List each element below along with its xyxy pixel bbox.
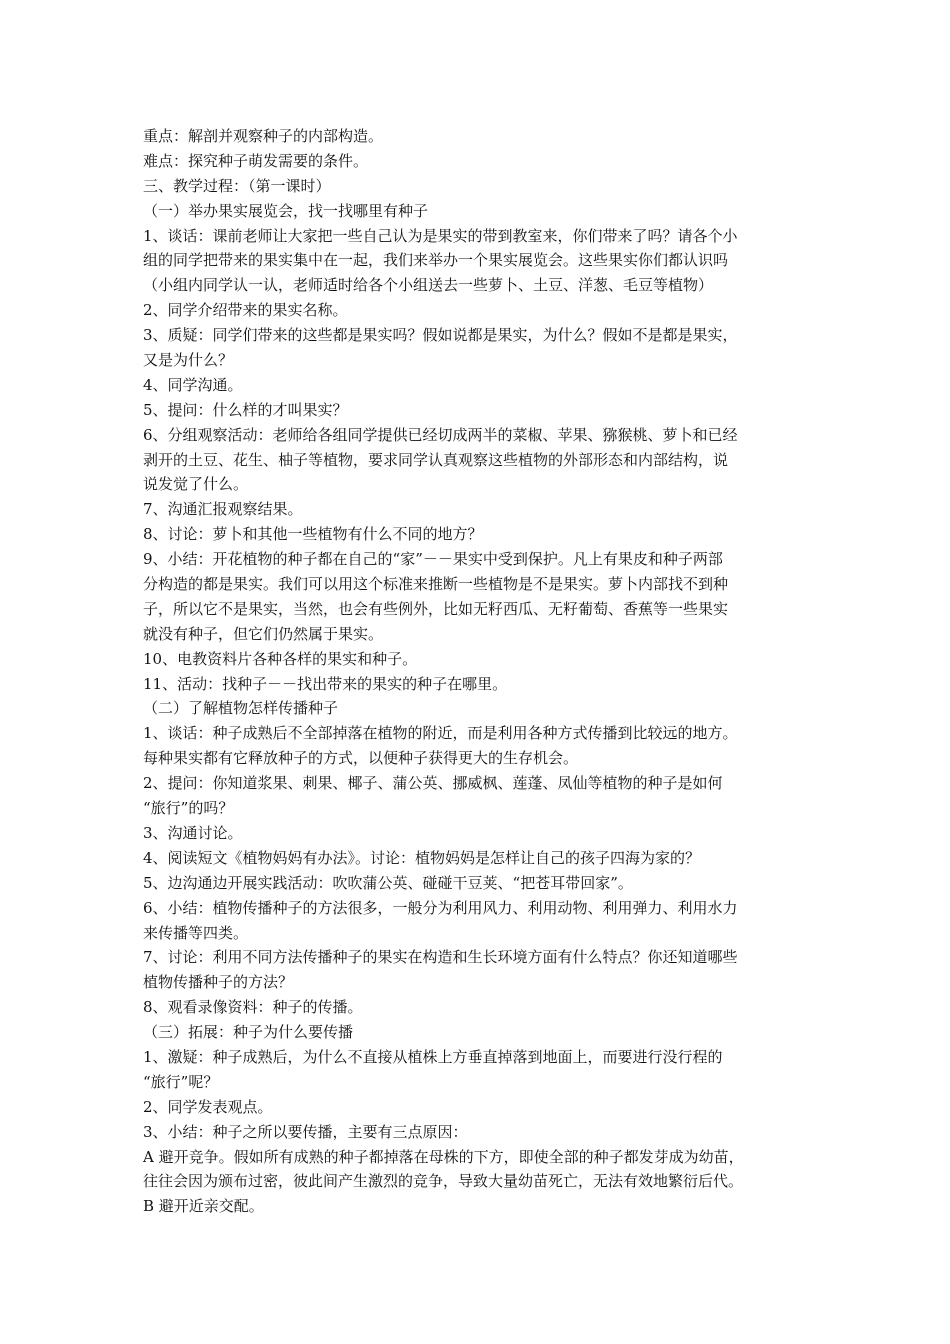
text-line: 2、同学发表观点。 — [143, 1097, 273, 1116]
text-line: 分构造的都是果实。我们可以用这个标准来推断一些植物是不是果实。萝卜内部找不到种 — [143, 575, 729, 594]
text-line: 重点：解剖并观察种子的内部构造。 — [143, 127, 384, 145]
text-line: 1、谈话：种子成熟后不全部掉落在植物的附近，而是利用各种方式传播到比较远的地方。 — [143, 724, 738, 743]
text-line: 7、沟通汇报观察结果。 — [143, 500, 303, 519]
text-line: 8、观看录像资料：种子的传播。 — [143, 998, 363, 1017]
text-line: 3、质疑：同学们带来的这些都是果实吗？假如说都是果实，为什么？假如不是都是果实， — [143, 326, 738, 345]
text-line: 2、同学介绍带来的果实名称。 — [143, 301, 348, 320]
text-line: A 避开竞争。假如所有成熟的种子都掉落在母株的下方，即使全部的种子都发芽成为幼苗， — [143, 1147, 744, 1166]
text-line: 难点：探究种子萌发需要的条件。 — [143, 151, 369, 170]
text-line: （小组内同学认一认，老师适时给各个小组送去一些萝卜、土豆、洋葱、毛豆等植物） — [143, 276, 714, 295]
text-line: 6、小结：植物传播种子的方法很多，一般分为利用风力、利用动物、利用弹力、利用水力 — [143, 898, 738, 917]
text-line: 剥开的土豆、花生、柚子等植物，要求同学认真观察这些植物的外部形态和内部结构，说 — [143, 450, 729, 469]
text-line: 每种果实都有它释放种子的方式，以便种子获得更大的生存机会。 — [143, 749, 579, 768]
text-line: 10、电教资料片各种各样的果实和种子。 — [143, 649, 418, 668]
text-line: 说发觉了什么。 — [143, 475, 249, 494]
text-line: 植物传播种子的方法？ — [143, 973, 294, 992]
text-line: （一）举办果实展览会，找一找哪里有种子 — [143, 201, 429, 220]
text-line: 就没有种子，但它们仍然属于果实。 — [143, 624, 384, 643]
text-line: 5、提问：什么样的才叫果实？ — [143, 400, 348, 419]
text-line: 7、讨论：利用不同方法传播种子的果实在构造和生长环境方面有什么特点？你还知道哪些 — [143, 948, 738, 967]
document-body — [143, 124, 823, 1219]
text-line: 组的同学把带来的果实集中在一起，我们来举办一个果实展览会。这些果实你们都认识吗 — [143, 251, 729, 270]
text-line: 2、提问：你知道浆果、刺果、椰子、蒲公英、挪威枫、莲蓬、凤仙等植物的种子是如何 — [143, 774, 723, 793]
text-line: 8、讨论：萝卜和其他一些植物有什么不同的地方？ — [143, 525, 483, 544]
text-line: “旅行”呢？ — [143, 1072, 219, 1091]
text-line: 4、同学沟通。 — [143, 375, 243, 394]
text-line: 来传播等四类。 — [143, 923, 249, 942]
text-line: 1、激疑：种子成熟后，为什么不直接从植株上方垂直掉落到地面上，而要进行没行程的 — [143, 1047, 723, 1066]
text-line: 子，所以它不是果实，当然，也会有些例外，比如无籽西瓜、无籽葡萄、香蕉等一些果实 — [143, 599, 729, 618]
text-line: 3、沟通讨论。 — [143, 823, 243, 842]
text-line: “旅行”的吗？ — [143, 799, 234, 818]
text-line: B 避开近亲交配。 — [143, 1197, 264, 1216]
text-line: 4、阅读短文《植物妈妈有办法》。讨论：植物妈妈是怎样让自己的孩子四海为家的？ — [143, 848, 701, 867]
text-line: 三、教学过程：（第一课时） — [143, 176, 331, 195]
text-line: 11、活动：找种子－－找出带来的果实的种子在哪里。 — [143, 674, 508, 693]
text-line: 往往会因为颁布过密，彼此间产生激烈的竞争，导致大量幼苗死亡，无法有效地繁衍后代。 — [143, 1172, 744, 1191]
text-line: 3、小结：种子之所以要传播，主要有三点原因： — [143, 1122, 468, 1141]
text-line: 又是为什么？ — [143, 351, 234, 370]
text-line: 6、分组观察活动：老师给各组同学提供已经切成两半的菜椒、苹果、猕猴桃、萝卜和已经 — [143, 425, 738, 444]
text-line: 1、谈话：课前老师让大家把一些自己认为是果实的带到教室来，你们带来了吗？请各个小 — [143, 226, 738, 245]
text-line: （三）拓展：种子为什么要传播 — [143, 1023, 354, 1042]
text-line: （二）了解植物怎样传播种子 — [143, 699, 339, 718]
text-line: 9、小结：开花植物的种子都在自己的“家”－－果实中受到保护。凡上有果皮和种子两部 — [143, 550, 723, 569]
text-line: 5、边沟通边开展实践活动：吹吹蒲公英、碰碰干豆荚、“把苍耳带回家”。 — [143, 873, 633, 892]
